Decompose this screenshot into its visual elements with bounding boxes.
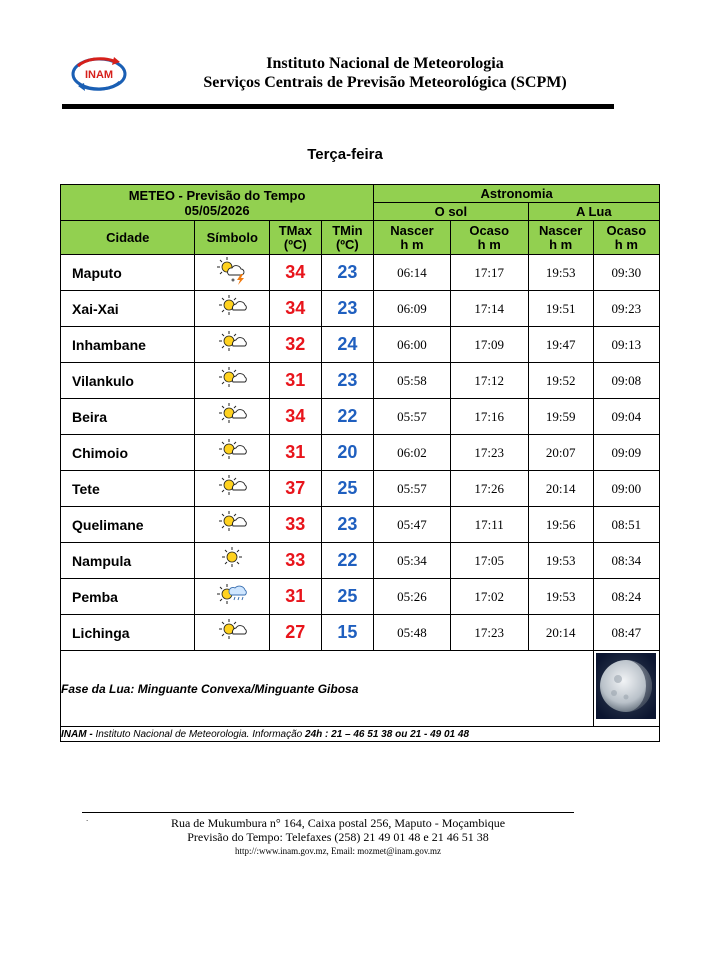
tmin-cell: 20 <box>321 435 374 471</box>
city-cell: Vilankulo <box>61 363 195 399</box>
sun-rise-cell: 06:14 <box>374 255 451 291</box>
moon-header: A Lua <box>528 203 659 221</box>
sun-set-cell: 17:23 <box>450 615 528 651</box>
city-cell: Lichinga <box>61 615 195 651</box>
moon-set-cell: 09:23 <box>593 291 659 327</box>
symbol-cell <box>195 327 270 363</box>
tmin-cell: 23 <box>321 507 374 543</box>
city-cell: Inhambane <box>61 327 195 363</box>
sun-cloud-icon <box>215 399 249 429</box>
col-moon-rise-unit: h m <box>549 236 573 252</box>
info-text: Instituto Nacional de Meteorologia. Informação <box>95 728 306 740</box>
tmax-cell: 34 <box>270 255 321 291</box>
sun-icon <box>215 543 249 573</box>
info-phone: 24h : 21 – 46 51 38 ou 21 - 49 01 48 <box>305 728 470 740</box>
footer-phones: Previsão do Tempo: Telefaxes (258) 21 49 01 48 e 21 46 51 38 <box>187 830 489 844</box>
sun-set-cell: 17:02 <box>450 579 528 615</box>
moon-set-cell: 08:24 <box>593 579 659 615</box>
symbol-cell <box>195 543 270 579</box>
city-cell: Chimoio <box>61 435 195 471</box>
col-moon-rise-label: Nascer <box>538 222 583 238</box>
tmin-cell: 23 <box>321 363 374 399</box>
col-tmax-label: TMax <box>278 222 312 238</box>
sun-set-cell: 17:14 <box>450 291 528 327</box>
sun-rise-cell: 05:26 <box>374 579 451 615</box>
moon-rise-cell: 19:53 <box>528 579 593 615</box>
col-tmax-unit: (ºC) <box>283 236 307 252</box>
tmax-cell: 37 <box>270 471 321 507</box>
symbol-cell <box>195 615 270 651</box>
info-prefix: INAM - <box>61 728 96 740</box>
col-city: Cidade <box>61 221 195 255</box>
col-moon-rise <box>528 221 593 255</box>
inam-logo <box>70 54 128 94</box>
moon-rise-cell: 19:51 <box>528 291 593 327</box>
col-moon-set-unit: h m <box>614 236 638 252</box>
sun-cloud-icon <box>215 435 249 465</box>
col-tmin-unit: (ºC) <box>335 236 359 252</box>
header-divider <box>62 104 614 109</box>
moon-rise-cell: 19:59 <box>528 399 593 435</box>
symbol-cell <box>195 471 270 507</box>
table-row <box>61 507 660 543</box>
sun-rise-cell: 05:48 <box>374 615 451 651</box>
sun-rise-cell: 05:34 <box>374 543 451 579</box>
tmin-cell: 23 <box>321 291 374 327</box>
symbol-cell <box>195 435 270 471</box>
day-title: Terça-feira <box>307 146 383 163</box>
sun-cloud-icon <box>215 327 249 357</box>
city-cell: Xai-Xai <box>61 291 195 327</box>
sun-set-cell: 17:23 <box>450 435 528 471</box>
sun-cloud-icon <box>215 507 249 537</box>
col-symbol: Símbolo <box>195 221 270 255</box>
city-cell: Maputo <box>61 255 195 291</box>
col-tmin-label: TMin <box>332 222 363 238</box>
moon-rise-cell: 19:53 <box>528 255 593 291</box>
tmin-cell: 25 <box>321 471 374 507</box>
sun-rise-cell: 05:58 <box>374 363 451 399</box>
forecast-table <box>60 184 660 742</box>
symbol-cell <box>195 291 270 327</box>
sun-rise-cell: 05:57 <box>374 471 451 507</box>
sun-set-cell: 17:17 <box>450 255 528 291</box>
forecast-date: 05/05/2026 <box>184 202 250 218</box>
moon-rise-cell: 19:56 <box>528 507 593 543</box>
info-footer <box>61 727 660 742</box>
sun-set-cell: 17:12 <box>450 363 528 399</box>
table-row <box>61 435 660 471</box>
sun-set-cell: 17:16 <box>450 399 528 435</box>
tmax-cell: 34 <box>270 399 321 435</box>
sun-set-cell: 17:05 <box>450 543 528 579</box>
symbol-cell <box>195 507 270 543</box>
moon-rise-cell: 20:07 <box>528 435 593 471</box>
meteo-title: METEO - Previsão do Tempo <box>128 187 306 203</box>
table-row <box>61 543 660 579</box>
city-cell: Pemba <box>61 579 195 615</box>
meteo-header <box>61 185 374 221</box>
tmin-cell: 15 <box>321 615 374 651</box>
tmin-cell: 22 <box>321 543 374 579</box>
letterhead <box>60 48 620 110</box>
moon-set-cell: 09:13 <box>593 327 659 363</box>
tmin-cell: 23 <box>321 255 374 291</box>
institute-name <box>150 54 620 92</box>
moon-rise-cell: 19:52 <box>528 363 593 399</box>
city-cell: Quelimane <box>61 507 195 543</box>
moon-set-cell: 08:51 <box>593 507 659 543</box>
col-moon-set-label: Ocaso <box>606 222 647 238</box>
tmax-cell: 31 <box>270 579 321 615</box>
sun-set-cell: 17:11 <box>450 507 528 543</box>
col-sun-set <box>450 221 528 255</box>
symbol-cell <box>195 363 270 399</box>
sun-header: O sol <box>374 203 528 221</box>
table-row <box>61 255 660 291</box>
footer <box>82 816 594 858</box>
tmax-cell: 33 <box>270 543 321 579</box>
logo-text: INAM <box>84 69 114 81</box>
tmin-cell: 24 <box>321 327 374 363</box>
moon-set-cell: 09:30 <box>593 255 659 291</box>
moon-rise-cell: 19:53 <box>528 543 593 579</box>
col-sun-rise-label: Nascer <box>390 222 434 238</box>
table-row <box>61 363 660 399</box>
tmax-cell: 34 <box>270 291 321 327</box>
sun-rise-cell: 05:57 <box>374 399 451 435</box>
moon-set-cell: 09:04 <box>593 399 659 435</box>
table-row <box>61 327 660 363</box>
sun-rise-cell: 06:09 <box>374 291 451 327</box>
sun-rise-cell: 05:47 <box>374 507 451 543</box>
sun-cloud-icon <box>215 471 249 501</box>
tmax-cell: 33 <box>270 507 321 543</box>
sun-cloud-icon <box>215 363 249 393</box>
moon-set-cell: 08:47 <box>593 615 659 651</box>
sun-rise-cell: 06:02 <box>374 435 451 471</box>
col-sun-set-label: Ocaso <box>469 222 510 238</box>
header-line-2: Serviços Centrais de Previsão Meteorológica (SCPM) <box>203 74 567 91</box>
col-sun-set-unit: h m <box>477 236 501 252</box>
sun-rise-cell: 06:00 <box>374 327 451 363</box>
symbol-cell <box>195 399 270 435</box>
tmin-cell: 25 <box>321 579 374 615</box>
footer-web: http://:www.inam.gov.mz, Email: mozmet@inam.gov.mz <box>234 846 441 856</box>
col-tmax <box>270 221 321 255</box>
sun-cloud-icon <box>215 291 249 321</box>
moon-phase: Fase da Lua: Minguante Convexa/Minguante Gibosa <box>61 651 594 727</box>
city-cell: Beira <box>61 399 195 435</box>
city-cell: Tete <box>61 471 195 507</box>
moon-icon <box>596 653 656 719</box>
symbol-cell <box>195 579 270 615</box>
moon-set-cell: 09:00 <box>593 471 659 507</box>
city-cell: Nampula <box>61 543 195 579</box>
moon-set-cell: 09:08 <box>593 363 659 399</box>
footer-address: Rua de Mukumbura n° 164, Caixa postal 256, Maputo - Moçambique <box>170 816 506 830</box>
footer-divider <box>82 812 574 813</box>
sun-set-cell: 17:26 <box>450 471 528 507</box>
moon-set-cell: 09:09 <box>593 435 659 471</box>
tmax-cell: 27 <box>270 615 321 651</box>
tmax-cell: 32 <box>270 327 321 363</box>
footer-mark: . <box>86 814 89 823</box>
tmax-cell: 31 <box>270 363 321 399</box>
moon-image-cell <box>593 651 659 727</box>
sun-cloud-thunder-icon <box>215 255 249 285</box>
col-sun-rise <box>374 221 451 255</box>
table-row <box>61 471 660 507</box>
symbol-cell <box>195 255 270 291</box>
tmin-cell: 22 <box>321 399 374 435</box>
header-line-1: Instituto Nacional de Meteorologia <box>266 55 504 72</box>
table-row <box>61 579 660 615</box>
sun-set-cell: 17:09 <box>450 327 528 363</box>
moon-set-cell: 08:34 <box>593 543 659 579</box>
table-row <box>61 615 660 651</box>
sun-cloud-rain-icon <box>215 579 249 609</box>
moon-rise-cell: 20:14 <box>528 471 593 507</box>
moon-rise-cell: 20:14 <box>528 615 593 651</box>
table-row <box>61 291 660 327</box>
astronomy-header: Astronomia <box>374 185 660 203</box>
col-sun-rise-unit: h m <box>400 236 424 252</box>
col-tmin <box>321 221 374 255</box>
sun-cloud-icon <box>215 615 249 645</box>
col-moon-set <box>593 221 659 255</box>
tmax-cell: 31 <box>270 435 321 471</box>
table-row <box>61 399 660 435</box>
moon-rise-cell: 19:47 <box>528 327 593 363</box>
